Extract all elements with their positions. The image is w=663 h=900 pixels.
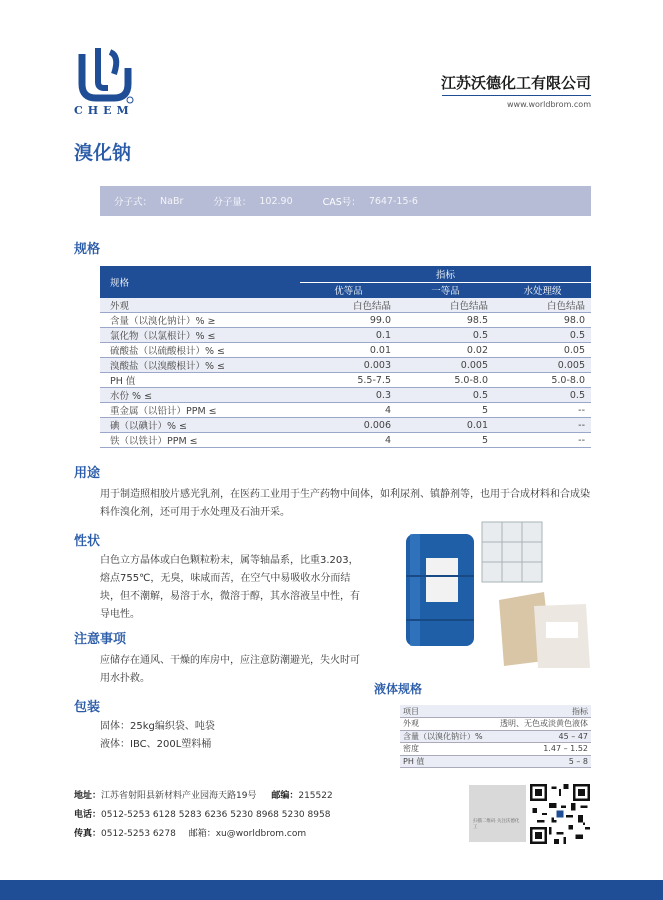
liquid-item-value: 5 – 8 <box>491 755 591 768</box>
spec-item-name: 外观 <box>100 298 300 313</box>
spec-row <box>100 328 591 343</box>
liquid-item-value: 1.47 – 1.52 <box>491 743 591 756</box>
company-website[interactable]: www.worldbrom.com <box>507 100 591 109</box>
product-info-bar <box>100 186 591 216</box>
spec-value: 0.006 <box>300 418 397 433</box>
spec-value: 0.05 <box>494 343 591 358</box>
liquid-spec-header-row <box>400 705 591 718</box>
liquid-spec-row <box>400 755 591 768</box>
spec-row <box>100 388 591 403</box>
spec-value: 0.01 <box>397 418 494 433</box>
spec-item-name: 铁（以铁计）PPM ≤ <box>100 433 300 448</box>
spec-value: 0.02 <box>397 343 494 358</box>
spec-value: 0.1 <box>300 328 397 343</box>
spec-value: 0.5 <box>397 388 494 403</box>
spec-value: 5.0-8.0 <box>494 373 591 388</box>
liquid-item-value: 透明、无色或淡黄色液体 <box>491 718 591 731</box>
logo-text: CHEM <box>74 104 134 117</box>
bottom-brand-bar <box>0 880 663 900</box>
spec-col-index: 指标 <box>300 266 591 282</box>
spec-value: 98.5 <box>397 313 494 328</box>
spec-value: 白色结晶 <box>494 298 591 313</box>
email-label: 邮箱： <box>188 829 216 839</box>
spec-item-name: 碘（以碘计）% ≤ <box>100 418 300 433</box>
packaging-solid: 固体：25kg编织袋、吨袋 <box>100 721 215 732</box>
spec-value: 0.5 <box>397 328 494 343</box>
spec-value: 5 <box>397 433 494 448</box>
spec-row <box>100 433 591 448</box>
footer-phone-line <box>74 807 330 820</box>
spec-value: 0.5 <box>494 388 591 403</box>
spec-value: 99.0 <box>300 313 397 328</box>
qr-code-icon[interactable] <box>530 784 590 844</box>
spec-table <box>100 266 591 448</box>
grade-header: 一等品 <box>397 282 494 298</box>
qr-caption: 扫描二维码 关注沃德化工 <box>469 785 526 842</box>
company-logo <box>74 44 136 106</box>
packaging-liquid: 液体：IBC、200L塑料桶 <box>100 739 212 750</box>
liquid-item-value: 45 – 47 <box>491 730 591 743</box>
spec-value: 0.5 <box>494 328 591 343</box>
address-value: 江苏省射阳县新材料产业园海天路19号 <box>101 791 257 801</box>
notes-text: 应储存在通风、干燥的库房中，应注意防潮避光，失火时可用水扑救。 <box>100 655 360 684</box>
product-title: 溴化钠 <box>74 142 132 164</box>
spec-row <box>100 343 591 358</box>
grade-header: 优等品 <box>300 282 397 298</box>
spec-heading: 规格 <box>74 242 101 257</box>
spec-row <box>100 373 591 388</box>
spec-item-name: 氯化物（以氯根计）% ≤ <box>100 328 300 343</box>
spec-value: 白色结晶 <box>300 298 397 313</box>
spec-value: -- <box>494 418 591 433</box>
liquid-spec-row <box>400 730 591 743</box>
spec-item-name: PH 值 <box>100 373 300 388</box>
spec-item-name: 重金属（以铅计）PPM ≤ <box>100 403 300 418</box>
header-divider <box>442 95 591 96</box>
liquid-item-name: 外观 <box>400 718 491 731</box>
spec-item-name: 含量（以溴化钠计）% ≥ <box>100 313 300 328</box>
spec-value: 5.5-7.5 <box>300 373 397 388</box>
liquid-spec-row <box>400 718 591 731</box>
liquid-spec-heading: 液体规格 <box>374 682 423 696</box>
cas-label: CAS号： <box>322 197 361 208</box>
notes-heading: 注意事项 <box>74 632 127 647</box>
spec-value: 0.005 <box>494 358 591 373</box>
spec-col-name: 规格 <box>100 266 300 298</box>
spec-value: 98.0 <box>494 313 591 328</box>
zip-label: 邮编： <box>271 791 299 801</box>
address-label: 地址： <box>74 791 102 801</box>
properties-text: 白色立方晶体或白色颗粒粉末，属等轴晶系，比重3.203，熔点755℃，无臭，味咸而苦，在空气中易吸收水分而结块，但不潮解，易溶于水，微溶于醇，其水溶液呈中性，有导电性。 <box>100 555 360 620</box>
weight-label: 分子量： <box>213 197 252 208</box>
spec-item-name: 溴酸盐（以溴酸根计）% ≤ <box>100 358 300 373</box>
grade-header: 水处理级 <box>494 282 591 298</box>
formula-value: NaBr <box>160 195 184 207</box>
spec-row <box>100 418 591 433</box>
phone-value: 0512-5253 6128 5283 6236 5230 8968 5230 8958 <box>101 810 331 820</box>
spec-value: 4 <box>300 433 397 448</box>
spec-value: 0.003 <box>300 358 397 373</box>
liquid-col-item: 项目 <box>400 705 491 718</box>
spec-row <box>100 358 591 373</box>
spec-row <box>100 403 591 418</box>
spec-value: 0.01 <box>300 343 397 358</box>
phone-label: 电话： <box>74 810 102 820</box>
liquid-item-name: PH 值 <box>400 755 491 768</box>
company-name: 江苏沃德化工有限公司 <box>440 74 591 92</box>
liquid-spec-row <box>400 743 591 756</box>
formula-label: 分子式： <box>114 197 153 208</box>
fax-label: 传真： <box>74 829 102 839</box>
spec-value: 0.005 <box>397 358 494 373</box>
footer-fax-line <box>74 826 306 839</box>
properties-heading: 性状 <box>74 534 101 549</box>
email-value[interactable]: xu@worldbrom.com <box>215 829 307 839</box>
spec-item-name: 水份 % ≤ <box>100 388 300 403</box>
spec-value: 4 <box>300 403 397 418</box>
cas-value: 7647-15-6 <box>368 195 418 207</box>
spec-value: 0.3 <box>300 388 397 403</box>
spec-value: -- <box>494 433 591 448</box>
zip-value: 215522 <box>298 791 333 801</box>
spec-value: -- <box>494 403 591 418</box>
liquid-item-name: 含量（以溴化钠计）% <box>400 730 491 743</box>
liquid-col-index: 指标 <box>491 705 591 718</box>
spec-value: 5 <box>397 403 494 418</box>
usage-heading: 用途 <box>74 466 101 481</box>
liquid-spec-table <box>400 705 591 768</box>
usage-text: 用于制造照相胶片感光乳剂，在医药工业用于生产药物中间体，如利尿剂、镇静剂等，也用于合成材料和合成染料作溴化剂，还可用于水处理及石油开采。 <box>100 489 590 518</box>
spec-item-name: 硫酸盐（以硫酸根计）% ≤ <box>100 343 300 358</box>
liquid-item-name: 密度 <box>400 743 491 756</box>
weight-value: 102.90 <box>259 195 293 207</box>
spec-value: 5.0-8.0 <box>397 373 494 388</box>
footer-address-line <box>74 788 333 801</box>
spec-row <box>100 298 591 313</box>
spec-value: 白色结晶 <box>397 298 494 313</box>
spec-row <box>100 313 591 328</box>
fax-value: 0512-5253 6278 <box>101 829 176 839</box>
product-photo <box>404 520 592 670</box>
packaging-heading: 包装 <box>74 700 101 715</box>
